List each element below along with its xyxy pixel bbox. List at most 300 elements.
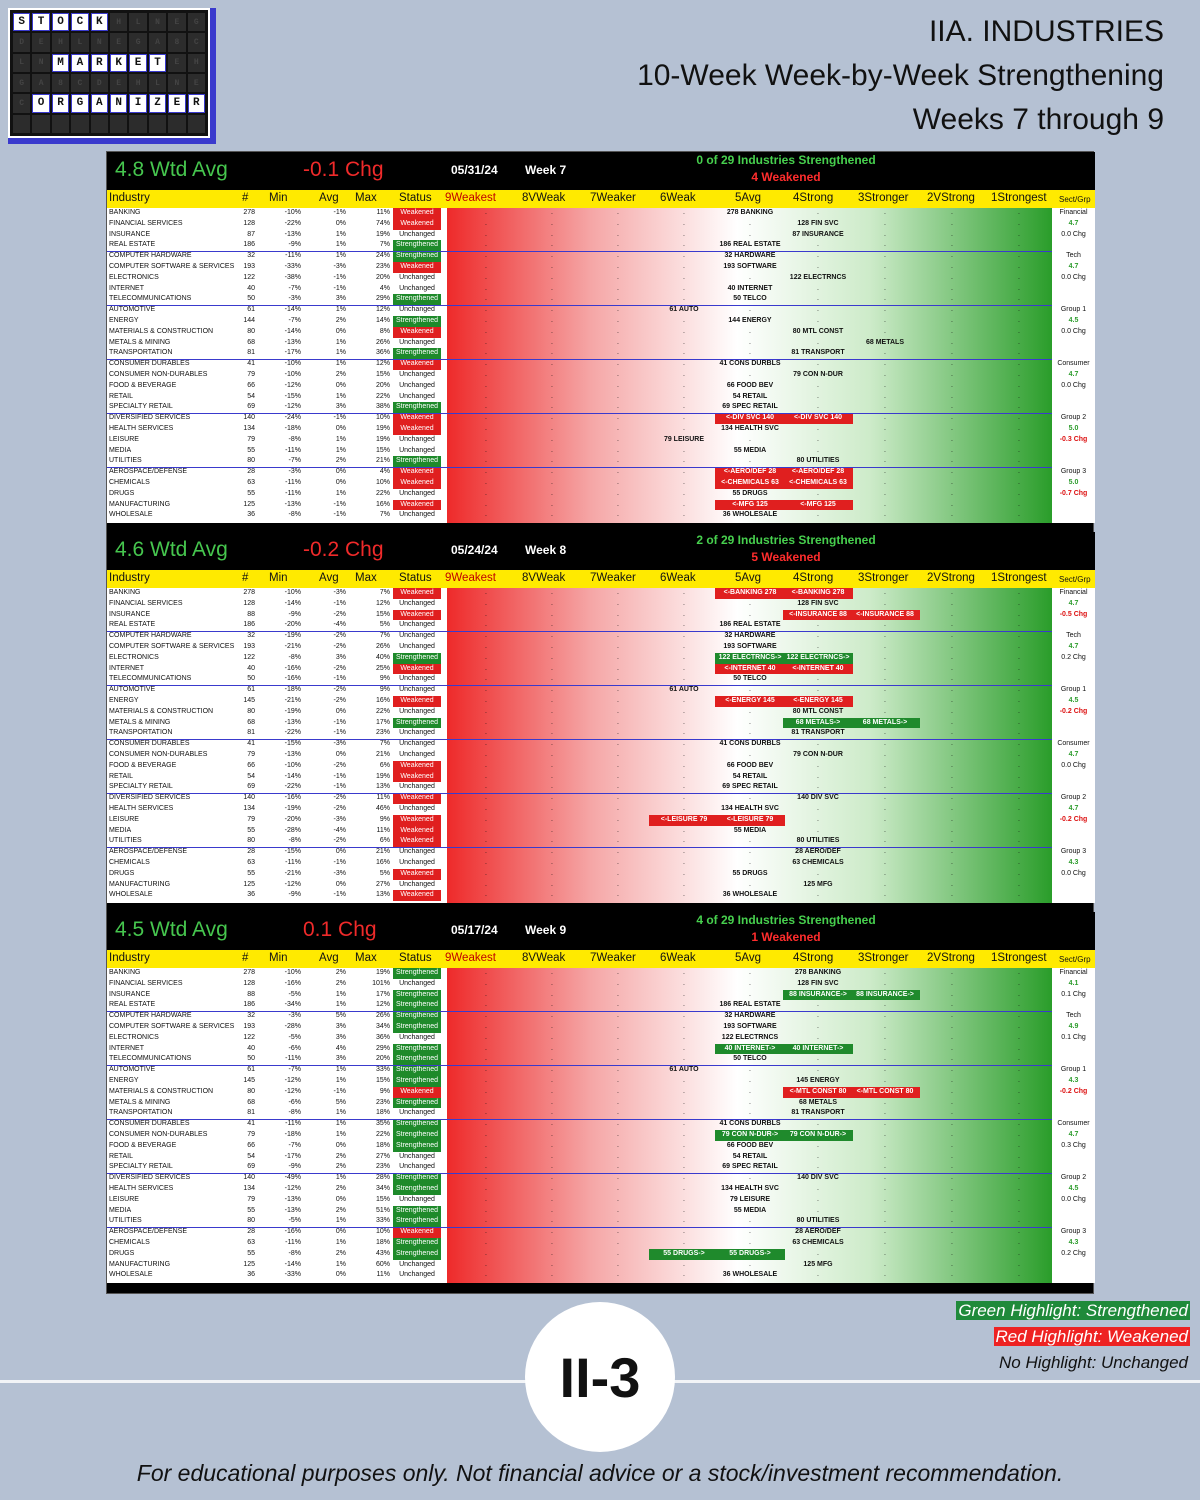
placeholder-dot: . bbox=[817, 891, 819, 899]
group-name: Group 1 bbox=[1060, 306, 1087, 314]
industry-name: LEISURE bbox=[109, 1195, 139, 1203]
status-badge: Unchanged bbox=[399, 371, 435, 378]
placeholder-dot: . bbox=[551, 869, 553, 877]
placeholder-dot: . bbox=[617, 1271, 619, 1279]
placeholder-dot: . bbox=[884, 859, 886, 866]
industry-name: CONSUMER DURABLES bbox=[109, 1120, 190, 1128]
min-change: -13% bbox=[284, 718, 301, 726]
min-change: -14% bbox=[284, 327, 301, 335]
placeholder-dot: . bbox=[951, 686, 953, 694]
min-change: -9% bbox=[288, 610, 301, 618]
placeholder-dot: . bbox=[683, 1217, 685, 1225]
industry-name: INTERNET bbox=[109, 284, 144, 292]
legend bbox=[956, 1298, 1190, 1376]
placeholder-dot: . bbox=[683, 1163, 685, 1171]
group-score: 4.9 bbox=[1068, 1023, 1079, 1030]
position-marker: 63 CHEMICALS bbox=[792, 859, 844, 866]
position-marker: <-BANKING 278 bbox=[783, 588, 853, 599]
position-marker: 79 LEISURE bbox=[663, 435, 705, 443]
placeholder-dot: . bbox=[884, 500, 886, 508]
column-header-c2: 2VStrong bbox=[927, 952, 975, 964]
placeholder-dot: . bbox=[951, 317, 953, 324]
min-change: -12% bbox=[284, 403, 301, 411]
status-badge: Unchanged bbox=[399, 675, 435, 683]
stock-count: 36 bbox=[247, 511, 255, 519]
industry-row bbox=[107, 1195, 1095, 1206]
avg-change: 1% bbox=[335, 1239, 346, 1246]
logo-letter: E bbox=[168, 94, 185, 112]
placeholder-dot: . bbox=[749, 219, 751, 227]
industry-name: CHEMICALS bbox=[109, 1239, 150, 1246]
placeholder-dot: . bbox=[1018, 360, 1020, 368]
placeholder-dot: . bbox=[551, 1228, 553, 1236]
industry-row bbox=[107, 273, 1095, 284]
placeholder-dot: . bbox=[817, 1206, 819, 1214]
stock-count: 69 bbox=[247, 403, 255, 411]
placeholder-dot: . bbox=[817, 1195, 819, 1203]
placeholder-dot: . bbox=[551, 589, 553, 596]
placeholder-dot: . bbox=[1018, 252, 1020, 260]
group-change: 0.0 Chg bbox=[1061, 230, 1086, 238]
min-change: -17% bbox=[284, 349, 301, 357]
placeholder-dot: . bbox=[749, 599, 751, 607]
min-change: -10% bbox=[284, 360, 301, 368]
logo-tile: N bbox=[91, 33, 108, 51]
placeholder-dot: . bbox=[1018, 675, 1020, 683]
industry-row bbox=[107, 251, 1095, 262]
logo-tile: 8 bbox=[52, 74, 69, 92]
placeholder-dot: . bbox=[884, 209, 886, 216]
stock-count: 63 bbox=[247, 479, 255, 486]
placeholder-dot: . bbox=[683, 772, 685, 780]
min-change: -21% bbox=[284, 697, 301, 704]
industry-row bbox=[107, 836, 1095, 847]
placeholder-dot: . bbox=[1018, 317, 1020, 324]
disclaimer: For educational purposes only. Not financial advice or a stock/investment recommendation. bbox=[136, 1460, 1064, 1486]
placeholder-dot: . bbox=[884, 1055, 886, 1063]
status-badge: Strengthened bbox=[393, 240, 441, 251]
placeholder-dot: . bbox=[683, 392, 685, 400]
min-change: -10% bbox=[284, 761, 301, 769]
max-change: 15% bbox=[375, 446, 390, 454]
placeholder-dot: . bbox=[749, 990, 751, 998]
industry-name: TELECOMMUNICATIONS bbox=[109, 1055, 192, 1063]
stock-count: 41 bbox=[247, 1120, 255, 1128]
placeholder-dot: . bbox=[817, 425, 819, 432]
max-change: 19% bbox=[375, 425, 390, 432]
placeholder-dot: . bbox=[884, 1217, 886, 1225]
stock-count: 88 bbox=[247, 990, 255, 998]
max-change: 24% bbox=[375, 252, 390, 260]
placeholder-dot: . bbox=[817, 1033, 819, 1041]
placeholder-dot: . bbox=[683, 848, 685, 856]
placeholder-dot: . bbox=[683, 794, 685, 802]
group-score: 4.7 bbox=[1068, 751, 1079, 758]
avg-change: 0% bbox=[335, 707, 346, 715]
placeholder-dot: . bbox=[749, 1239, 751, 1246]
position-marker: 122 ELECTRNCS bbox=[789, 273, 847, 281]
placeholder-dot: . bbox=[749, 718, 751, 726]
column-header-num: # bbox=[242, 572, 249, 584]
position-marker: 69 SPEC RETAIL bbox=[722, 403, 778, 411]
status-badge: Strengthened bbox=[393, 1011, 441, 1022]
placeholder-dot: . bbox=[749, 230, 751, 238]
placeholder-dot: . bbox=[1018, 284, 1020, 292]
industry-row bbox=[107, 348, 1095, 359]
placeholder-dot: . bbox=[551, 848, 553, 856]
max-change: 33% bbox=[375, 1217, 390, 1225]
position-marker: 36 WHOLESALE bbox=[722, 1271, 778, 1279]
placeholder-dot: . bbox=[749, 837, 751, 845]
status-badge: Weakened bbox=[393, 327, 441, 338]
placeholder-dot: . bbox=[683, 273, 685, 281]
position-marker: 125 MFG bbox=[803, 880, 833, 888]
placeholder-dot: . bbox=[884, 837, 886, 845]
status-badge: Weakened bbox=[393, 424, 441, 435]
stock-count: 36 bbox=[247, 891, 255, 899]
placeholder-dot: . bbox=[485, 686, 487, 694]
weighted-change: 0.1 Chg bbox=[303, 918, 377, 941]
stock-count: 128 bbox=[243, 979, 255, 987]
placeholder-dot: . bbox=[1018, 891, 1020, 899]
weakened-count: 1 Weakened bbox=[751, 930, 821, 944]
avg-change: 2% bbox=[335, 969, 346, 976]
placeholder-dot: . bbox=[884, 284, 886, 292]
placeholder-dot: . bbox=[884, 1023, 886, 1030]
placeholder-dot: . bbox=[617, 1195, 619, 1203]
placeholder-dot: . bbox=[617, 1023, 619, 1030]
max-change: 11% bbox=[376, 209, 390, 216]
min-change: -22% bbox=[284, 219, 301, 227]
column-header-status: Status bbox=[399, 572, 432, 584]
placeholder-dot: . bbox=[551, 990, 553, 998]
logo-tile: N bbox=[168, 74, 185, 92]
placeholder-dot: . bbox=[551, 1066, 553, 1074]
placeholder-dot: . bbox=[1018, 392, 1020, 400]
placeholder-dot: . bbox=[884, 697, 886, 704]
placeholder-dot: . bbox=[951, 859, 953, 866]
max-change: 21% bbox=[375, 751, 390, 758]
position-marker: 66 FOOD BEV bbox=[726, 381, 774, 389]
industry-row bbox=[107, 294, 1095, 305]
group-divider bbox=[107, 847, 1052, 848]
logo-letter: S bbox=[13, 13, 30, 31]
placeholder-dot: . bbox=[617, 381, 619, 389]
placeholder-dot: . bbox=[683, 697, 685, 704]
placeholder-dot: . bbox=[951, 1066, 953, 1074]
industry-name: ELECTRONICS bbox=[109, 273, 159, 281]
max-change: 7% bbox=[379, 632, 390, 640]
group-change: 0.0 Chg bbox=[1061, 273, 1086, 281]
industry-name: FINANCIAL SERVICES bbox=[109, 599, 183, 607]
placeholder-dot: . bbox=[1018, 740, 1020, 748]
placeholder-dot: . bbox=[551, 664, 553, 672]
logo-letter: T bbox=[32, 13, 49, 31]
placeholder-dot: . bbox=[551, 1206, 553, 1214]
placeholder-dot: . bbox=[683, 826, 685, 834]
position-marker: 55 DRUGS-> bbox=[649, 1249, 719, 1260]
placeholder-dot: . bbox=[485, 643, 487, 650]
industry-row bbox=[107, 793, 1095, 804]
industry-name: SPECIALTY RETAIL bbox=[109, 783, 173, 791]
placeholder-dot: . bbox=[951, 1185, 953, 1192]
avg-change: -2% bbox=[333, 643, 346, 650]
avg-change: -1% bbox=[333, 500, 346, 508]
logo-tile: E bbox=[110, 33, 127, 51]
avg-change: 1% bbox=[335, 435, 346, 443]
placeholder-dot: . bbox=[1018, 707, 1020, 715]
placeholder-dot: . bbox=[683, 1120, 685, 1128]
placeholder-dot: . bbox=[551, 414, 553, 422]
column-header-row bbox=[107, 950, 1095, 968]
position-marker: 186 REAL ESTATE bbox=[719, 1001, 781, 1009]
placeholder-dot: . bbox=[1018, 589, 1020, 596]
placeholder-dot: . bbox=[485, 599, 487, 607]
max-change: 27% bbox=[375, 1152, 390, 1160]
industry-row bbox=[107, 230, 1095, 241]
column-header-c3: 3Stronger bbox=[858, 192, 909, 204]
placeholder-dot: . bbox=[1018, 295, 1020, 303]
industry-name: SPECIALTY RETAIL bbox=[109, 403, 173, 411]
placeholder-dot: . bbox=[884, 479, 886, 486]
industry-name: CHEMICALS bbox=[109, 859, 150, 866]
max-change: 11% bbox=[376, 826, 390, 834]
position-marker: 55 DRUGS bbox=[732, 489, 768, 497]
min-change: -5% bbox=[288, 1033, 301, 1041]
placeholder-dot: . bbox=[951, 1001, 953, 1009]
column-header-max: Max bbox=[355, 192, 377, 204]
min-change: -38% bbox=[284, 273, 301, 281]
position-marker: <-DIV SVC 140 bbox=[783, 413, 853, 424]
position-marker: 55 DRUGS bbox=[732, 869, 768, 877]
min-change: -22% bbox=[284, 729, 301, 737]
position-marker: 55 DRUGS-> bbox=[715, 1249, 785, 1260]
placeholder-dot: . bbox=[683, 718, 685, 726]
placeholder-dot: . bbox=[485, 1044, 487, 1052]
logo-tile: E bbox=[188, 74, 205, 92]
placeholder-dot: . bbox=[485, 1260, 487, 1268]
industry-name: COMPUTER HARDWARE bbox=[109, 632, 192, 640]
placeholder-dot: . bbox=[951, 1055, 953, 1063]
industry-row bbox=[107, 467, 1095, 478]
stock-count: 186 bbox=[243, 621, 255, 629]
placeholder-dot: . bbox=[485, 263, 487, 270]
placeholder-dot: . bbox=[683, 209, 685, 216]
placeholder-dot: . bbox=[683, 990, 685, 998]
placeholder-dot: . bbox=[683, 859, 685, 866]
status-badge: Unchanged bbox=[399, 599, 435, 607]
placeholder-dot: . bbox=[551, 1044, 553, 1052]
placeholder-dot: . bbox=[884, 1163, 886, 1171]
placeholder-dot: . bbox=[951, 511, 953, 519]
placeholder-dot: . bbox=[1018, 1012, 1020, 1020]
industry-row bbox=[107, 1044, 1095, 1055]
stock-count: 128 bbox=[243, 599, 255, 607]
status-badge: Weakened bbox=[393, 262, 441, 273]
placeholder-dot: . bbox=[1018, 349, 1020, 357]
placeholder-dot: . bbox=[951, 979, 953, 987]
max-change: 60% bbox=[375, 1260, 390, 1268]
column-header-c1: 1Strongest bbox=[991, 192, 1047, 204]
industry-name: BANKING bbox=[109, 969, 141, 976]
industry-row bbox=[107, 1249, 1095, 1260]
stock-count: 68 bbox=[247, 718, 255, 726]
placeholder-dot: . bbox=[749, 1109, 751, 1117]
placeholder-dot: . bbox=[817, 783, 819, 791]
placeholder-dot: . bbox=[485, 1077, 487, 1084]
stock-count: 50 bbox=[247, 1055, 255, 1063]
placeholder-dot: . bbox=[485, 381, 487, 389]
position-marker: 80 UTILITIES bbox=[796, 457, 840, 465]
placeholder-dot: . bbox=[485, 815, 487, 823]
avg-change: 1% bbox=[335, 241, 346, 249]
placeholder-dot: . bbox=[1018, 446, 1020, 454]
placeholder-dot: . bbox=[551, 295, 553, 303]
stock-count: 50 bbox=[247, 675, 255, 683]
position-marker: 278 BANKING bbox=[726, 209, 774, 216]
placeholder-dot: . bbox=[485, 1249, 487, 1257]
group-name: Tech bbox=[1066, 252, 1081, 260]
placeholder-dot: . bbox=[951, 1217, 953, 1225]
placeholder-dot: . bbox=[617, 990, 619, 998]
placeholder-dot: . bbox=[951, 1163, 953, 1171]
placeholder-dot: . bbox=[617, 1174, 619, 1182]
industry-name: CHEMICALS bbox=[109, 479, 150, 486]
placeholder-dot: . bbox=[551, 1217, 553, 1225]
stock-count: 140 bbox=[243, 794, 255, 802]
placeholder-dot: . bbox=[1018, 599, 1020, 607]
position-marker: 80 MTL CONST bbox=[792, 707, 844, 715]
position-marker: 50 TELCO bbox=[733, 295, 767, 303]
placeholder-dot: . bbox=[884, 826, 886, 834]
placeholder-dot: . bbox=[617, 479, 619, 486]
status-badge: Strengthened bbox=[393, 1130, 441, 1141]
column-header-sect: Sect/Grp bbox=[1059, 575, 1091, 584]
position-marker: <-CHEMICALS 63 bbox=[715, 478, 785, 489]
min-change: -8% bbox=[288, 435, 301, 443]
min-change: -24% bbox=[284, 414, 301, 422]
status-badge: Strengthened bbox=[393, 1098, 441, 1109]
stock-count: 69 bbox=[247, 1163, 255, 1171]
placeholder-dot: . bbox=[551, 327, 553, 335]
placeholder-dot: . bbox=[617, 621, 619, 629]
group-divider bbox=[107, 685, 1052, 686]
strengthened-count: 0 of 29 Industries Strengthened bbox=[696, 153, 876, 167]
placeholder-dot: . bbox=[817, 1012, 819, 1020]
placeholder-dot: . bbox=[683, 664, 685, 672]
industry-row bbox=[107, 413, 1095, 424]
max-change: 43% bbox=[375, 1249, 390, 1257]
column-header-c3: 3Stronger bbox=[858, 572, 909, 584]
min-change: -14% bbox=[284, 306, 301, 314]
avg-change: 1% bbox=[335, 1260, 346, 1268]
group-divider bbox=[107, 467, 1052, 468]
placeholder-dot: . bbox=[485, 468, 487, 476]
placeholder-dot: . bbox=[951, 815, 953, 823]
placeholder-dot: . bbox=[1018, 489, 1020, 497]
placeholder-dot: . bbox=[683, 1044, 685, 1052]
min-change: -14% bbox=[284, 599, 301, 607]
page-header bbox=[637, 10, 1164, 142]
group-score: 4.7 bbox=[1068, 371, 1079, 378]
avg-change: -1% bbox=[333, 675, 346, 683]
placeholder-dot: . bbox=[617, 1012, 619, 1020]
placeholder-dot: . bbox=[551, 1163, 553, 1171]
min-change: -12% bbox=[284, 880, 301, 888]
position-marker: <-CHEMICALS 63 bbox=[783, 478, 853, 489]
min-change: -20% bbox=[284, 621, 301, 629]
placeholder-dot: . bbox=[485, 1055, 487, 1063]
max-change: 15% bbox=[375, 371, 390, 378]
min-change: -11% bbox=[285, 1120, 301, 1128]
column-header-industry: Industry bbox=[109, 192, 150, 204]
max-change: 19% bbox=[375, 772, 390, 780]
placeholder-dot: . bbox=[617, 740, 619, 748]
placeholder-dot: . bbox=[749, 859, 751, 866]
placeholder-dot: . bbox=[884, 686, 886, 694]
placeholder-dot: . bbox=[1018, 880, 1020, 888]
max-change: 10% bbox=[375, 1228, 390, 1236]
min-change: -10% bbox=[284, 969, 301, 976]
placeholder-dot: . bbox=[485, 1033, 487, 1041]
status-badge: Weakened bbox=[393, 500, 441, 511]
placeholder-dot: . bbox=[683, 457, 685, 465]
column-header-min: Min bbox=[269, 952, 288, 964]
placeholder-dot: . bbox=[551, 599, 553, 607]
status-badge: Unchanged bbox=[399, 729, 435, 737]
industry-name: REAL ESTATE bbox=[109, 241, 156, 249]
max-change: 33% bbox=[375, 1066, 390, 1074]
group-name: Group 3 bbox=[1060, 848, 1087, 856]
placeholder-dot: . bbox=[551, 252, 553, 260]
placeholder-dot: . bbox=[749, 979, 751, 987]
placeholder-dot: . bbox=[617, 783, 619, 791]
position-marker: 61 AUTO bbox=[669, 686, 699, 694]
avg-change: -1% bbox=[333, 599, 346, 607]
page-badge: II-3 bbox=[525, 1302, 675, 1452]
placeholder-dot: . bbox=[884, 1012, 886, 1020]
group-name: Consumer bbox=[1057, 1120, 1090, 1128]
group-divider bbox=[107, 1173, 1052, 1174]
avg-change: 1% bbox=[335, 360, 346, 368]
placeholder-dot: . bbox=[884, 880, 886, 888]
placeholder-dot: . bbox=[951, 610, 953, 618]
industry-row bbox=[107, 620, 1095, 631]
max-change: 16% bbox=[375, 500, 390, 508]
industry-name: RETAIL bbox=[109, 1152, 133, 1160]
industry-row bbox=[107, 642, 1095, 653]
placeholder-dot: . bbox=[551, 273, 553, 281]
placeholder-dot: . bbox=[884, 1033, 886, 1041]
placeholder-dot: . bbox=[951, 675, 953, 683]
min-change: -15% bbox=[284, 740, 301, 748]
placeholder-dot: . bbox=[951, 1195, 953, 1203]
status-badge: Strengthened bbox=[393, 1184, 441, 1195]
column-header-max: Max bbox=[355, 952, 377, 964]
placeholder-dot: . bbox=[1018, 1098, 1020, 1106]
placeholder-dot: . bbox=[1018, 815, 1020, 823]
placeholder-dot: . bbox=[683, 1098, 685, 1106]
avg-change: -2% bbox=[333, 610, 346, 618]
placeholder-dot: . bbox=[1018, 1228, 1020, 1236]
placeholder-dot: . bbox=[1018, 219, 1020, 227]
group-name: Financial bbox=[1059, 589, 1088, 596]
placeholder-dot: . bbox=[551, 643, 553, 650]
placeholder-dot: . bbox=[551, 263, 553, 270]
max-change: 16% bbox=[375, 859, 390, 866]
group-name: Group 2 bbox=[1060, 1174, 1087, 1182]
placeholder-dot: . bbox=[683, 1239, 685, 1246]
